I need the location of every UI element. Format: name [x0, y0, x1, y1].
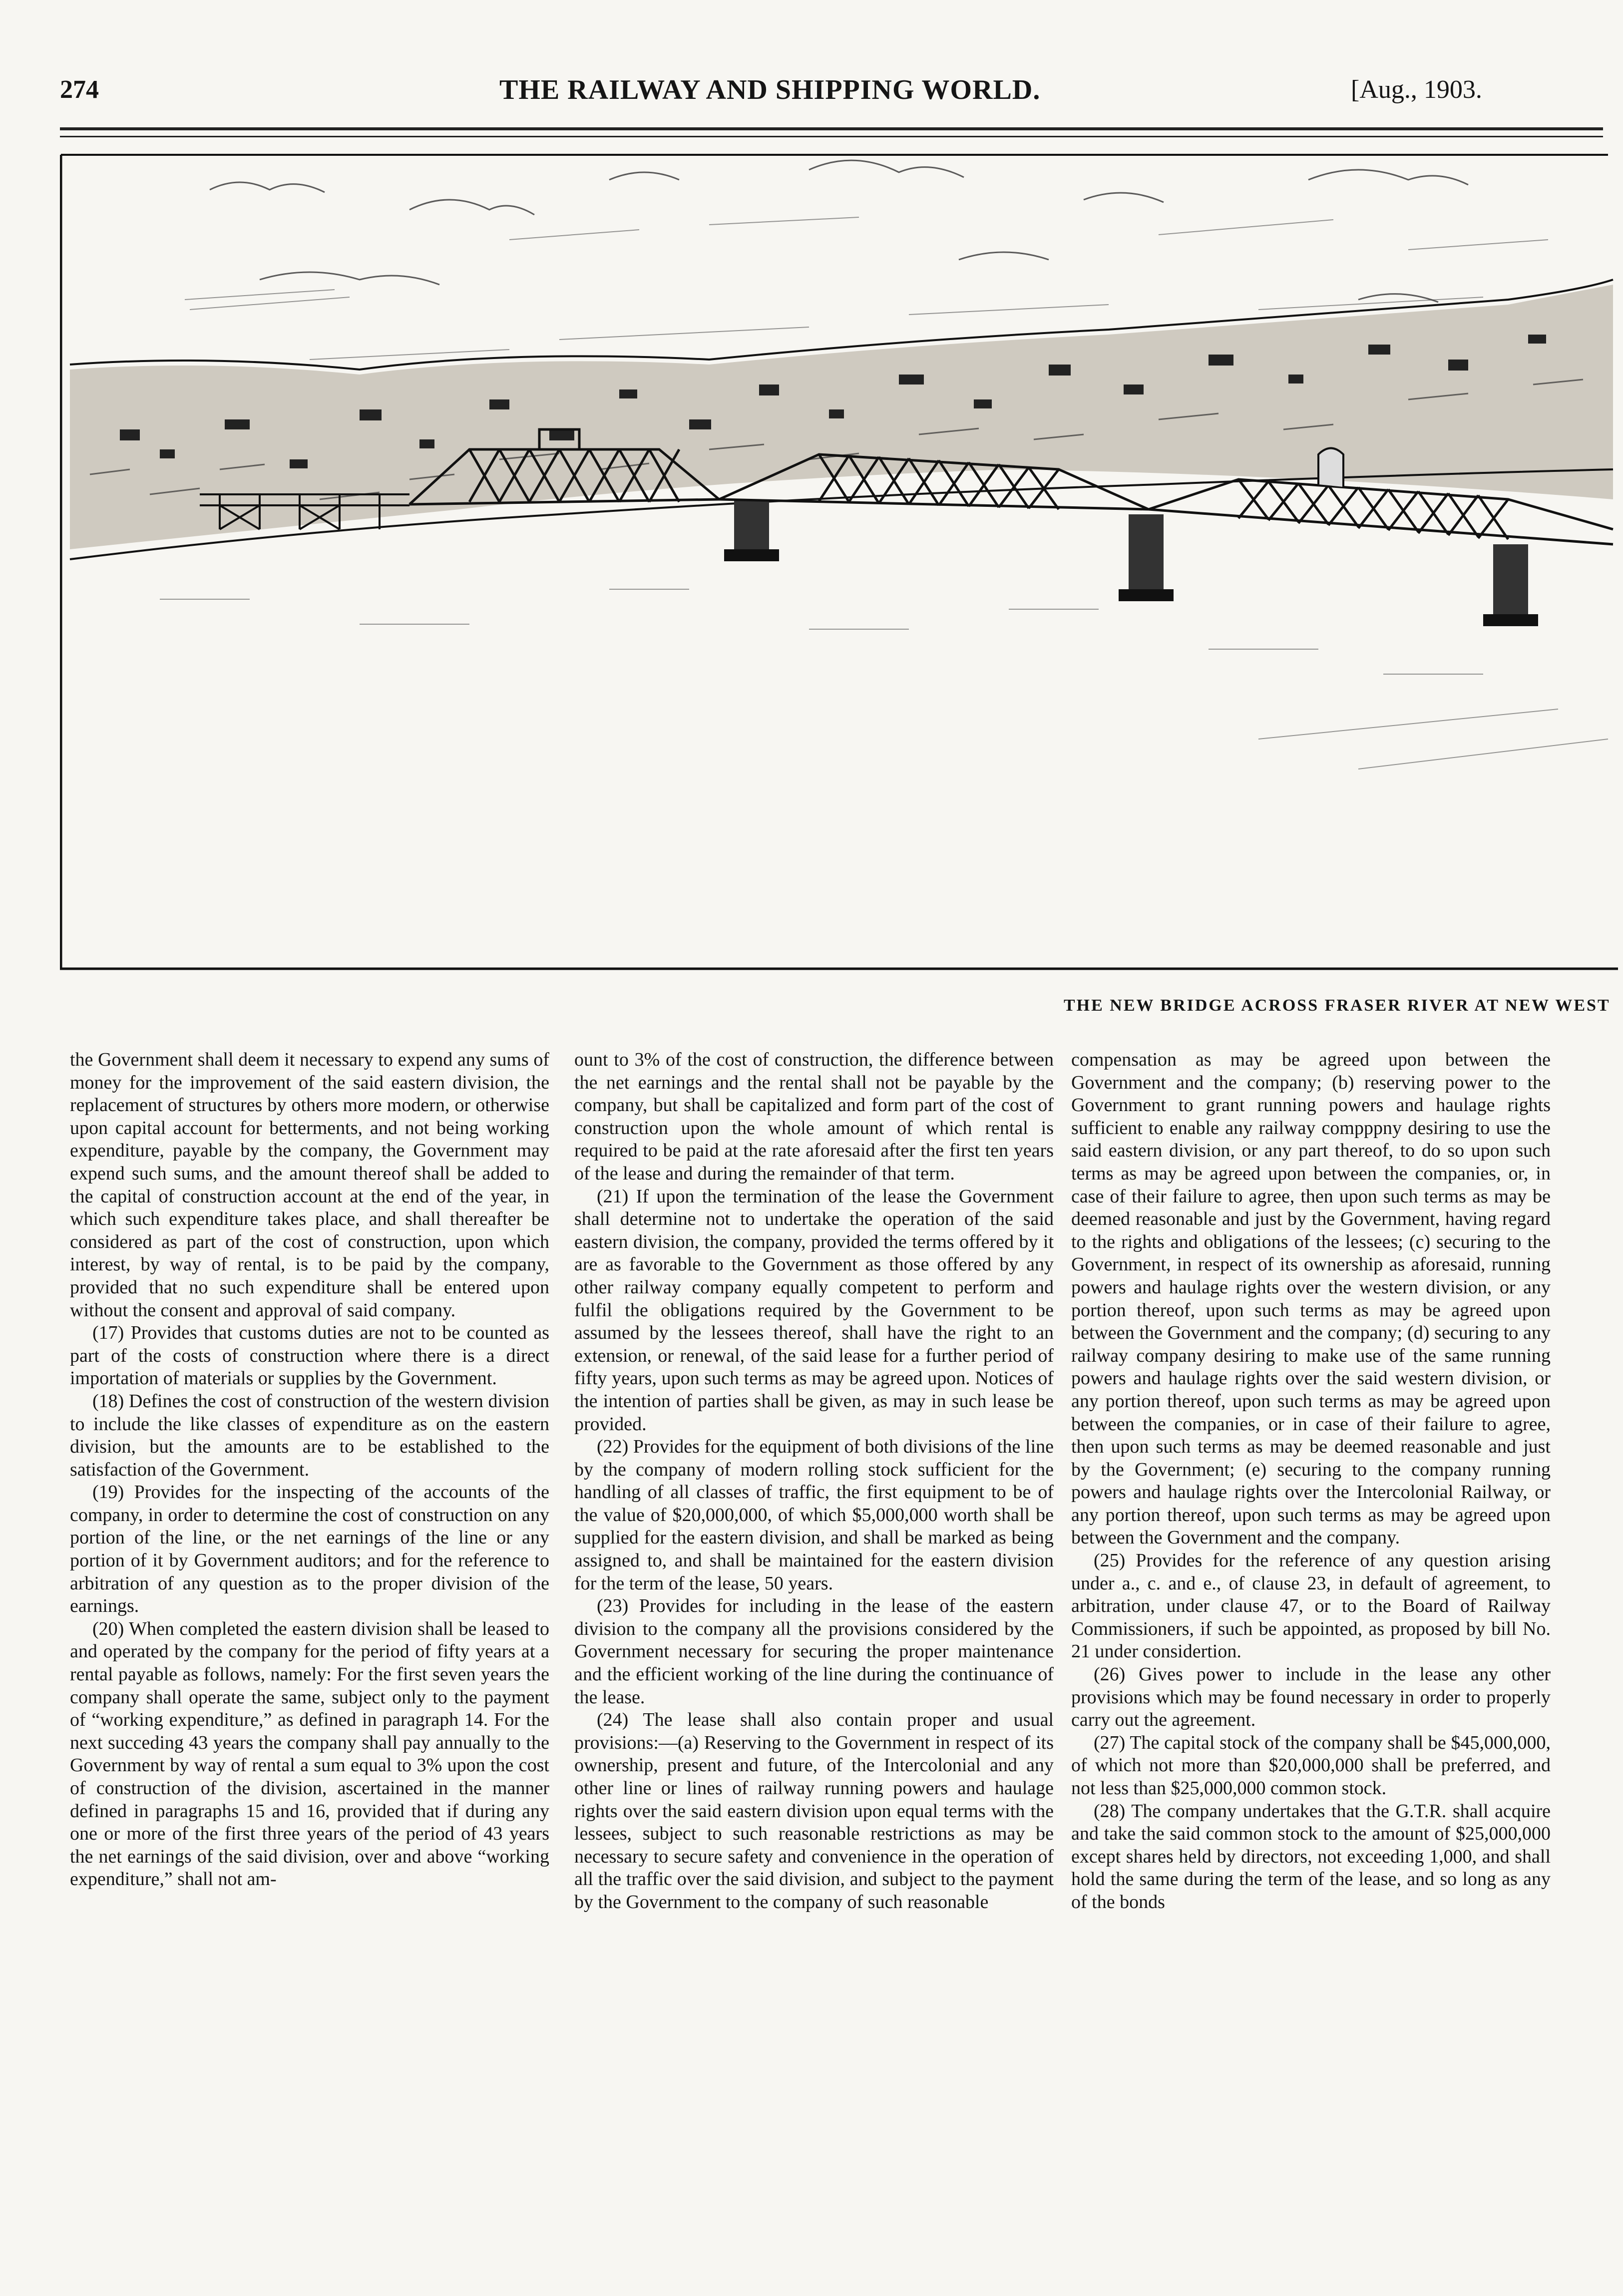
paragraph: (20) When completed the eastern division shall be leased to and operated by the company for the period of fifty years at a rental payable as follows, namely: For the first seven years the company shall operate the same, subject only to the payment of “working expenditure,” as defined in paragraph 14. For the next succeding 43 years the company shall pay annually to the Government by way of rental a sum equal to 3% upon the cost of construction of the division, ascertained in the manner defined in paragraphs 15 and 16, provided that if during any one or more of the first three years of the period of 43 years the net earnings of the said division, over and above “working expenditure,” shall not am-	[70, 1618, 549, 1890]
running-title: THE RAILWAY AND SHIPPING WORLD.	[499, 74, 1041, 105]
paragraph: (26) Gives power to include in the lease any other provisions which may be found necessary in order to properly carry out the agreement.	[1071, 1664, 1551, 1731]
header-rule-thin	[60, 136, 1603, 137]
bridge-engraving	[60, 150, 1623, 974]
text-column-2	[574, 1049, 1054, 2227]
paragraph: (18) Defines the cost of construction of the western division to include the like classes of expenditure as on the eastern division, but the amounts are to be established to the satisfaction of the Government.	[70, 1390, 549, 1480]
paragraph: (27) The capital stock of the company shall be $45,000,000, of which not more than $20,000,000 shall be preferred, and not less than $25,000,000 common stock.	[1071, 1732, 1551, 1799]
page-number: 274	[60, 75, 99, 104]
paragraph: (28) The company undertakes that the G.T.R. shall acquire and take the said common stock to the amount of $25,000,000 except shares held by directors, not exceeding 1,000, and shall hold the same during the term of the lease, and so long as any of the bonds	[1071, 1800, 1551, 1913]
paragraph: ount to 3% of the cost of construction, the difference between the net earnings and the rental shall not be payable by the company, but shall be capitalized and form part of the cost of construction upon the whole amount of which rental is required to be paid at the rate aforesaid after the first ten years of the lease and during the remainder of that term.	[574, 1049, 1054, 1184]
text-column-1	[70, 1049, 549, 2227]
paragraph: (19) Provides for the inspecting of the accounts of the company, in order to determine the cost of construction on any portion of the line, or the net earnings of the line or any portion of it by Government auditors; and for the reference to arbitration of any question as to the proper division of the earnings.	[70, 1482, 549, 1617]
paragraph: (25) Provides for the reference of any question arising under a., c. and e., of clause 23, in default of agreement, to arbitration, under clause 47, or to the Board of Railway Commissioners, if such be appointed, as proposed by bill No. 21 under considertion.	[1071, 1550, 1551, 1662]
paragraph: the Government shall deem it necessary to expend any sums of money for the improvement of the said eastern division, the replacement of structures by others more modern, or otherwise upon capital account for betterments, and not being working expenditure, payable by the company, the Government may expend such sums, and the amount thereof shall be added to the capital of construction account at the end of the year, in which such expenditure takes place, and shall thereafter be considered as part of the cost of construction, upon which interest, by way of rental, is to be paid by the company, provided that no such expenditure shall be entered upon without the consent and approval of said company.	[70, 1049, 549, 1321]
paragraph: (17) Provides that customs duties are not to be counted as part of the costs of construction where there is a direct importation of materials or supplies by the Government.	[70, 1322, 549, 1389]
paragraph: (23) Provides for including in the lease of the eastern division to the company all the provisions considered by the Government necessary for securing the proper maintenance and the efficient working of the line during the continuance of the lease.	[574, 1595, 1054, 1708]
paragraph: (22) Provides for the equipment of both divisions of the line by the company of modern rolling stock sufficient for the handling of all classes of traffic, the first equipment to be of the value of $20,000,000, of which $5,000,000 worth shall be supplied for the eastern division, and shall be marked as being assigned to, and shall be maintained for the eastern division for the term of the lease, 50 years.	[574, 1436, 1054, 1594]
figure-caption: THE NEW BRIDGE ACROSS FRASER RIVER AT NEW WEST	[1064, 996, 1611, 1015]
paragraph: (24) The lease shall also contain proper and usual provisions:—(a) Reserving to the Government in respect of its ownership, present and future, of the Intercolonial and any other line or lines of railway running powers and haulage rights over the said eastern division upon equal terms with the lessees, subject to such reasonable restrictions as may be necessary to secure safety and convenience in the operation of all the traffic over the said division, and subject to the payment by the Government to the company of such reasonable	[574, 1709, 1054, 1913]
page-header	[0, 0, 1623, 125]
bridge-illustration	[60, 150, 1623, 974]
paragraph: compensation as may be agreed upon between the Government and the company; (b) reserving power to the Government to grant running powers and haulage rights sufficient to enable any railway compppny desiring to use the said eastern division, or any part thereof, to do so upon such terms as may be agreed upon between the companies, or, in case of their failure to agree, then upon such terms as may be deemed reasonable and just by the Government, having regard to the rights and obligations of the lessees; (c) securing to the Government, in respect of its ownership as aforesaid, running powers and haulage rights over the western division, or any portion thereof, upon such terms as may be agreed upon between the Government and the company; (d) securing to any railway company desiring to make use of the same running powers and haulage rights over the said western division, or any portion thereof, upon such terms as may be agreed upon between the companies, or in case of their failure to agree, then upon such terms as may be deemed reasonable and just by the Government; (e) securing to the company running powers and haulage rights over the Intercolonial Railway, or any portion thereof, upon such terms as may be agreed upon between the Government and the company.	[1071, 1049, 1551, 1548]
text-column-3	[1071, 1049, 1551, 2227]
header-rule	[60, 127, 1603, 130]
paragraph: (21) If upon the termination of the lease the Government shall determine not to undertake the operation of the said eastern division, the company, provided the terms offered by it are as favorable to the Government as those offered by any other railway company equally competent to perform and fulfil the obligations required by the Government to be assumed by the lessees thereof, shall have the right to an extension, or renewal, of the said lease for a further period of fifty years, upon such terms as may be agreed upon. Notices of the intention of parties shall be given, as may in such lease be provided.	[574, 1185, 1054, 1435]
issue-date: [Aug., 1903.	[1351, 75, 1482, 104]
